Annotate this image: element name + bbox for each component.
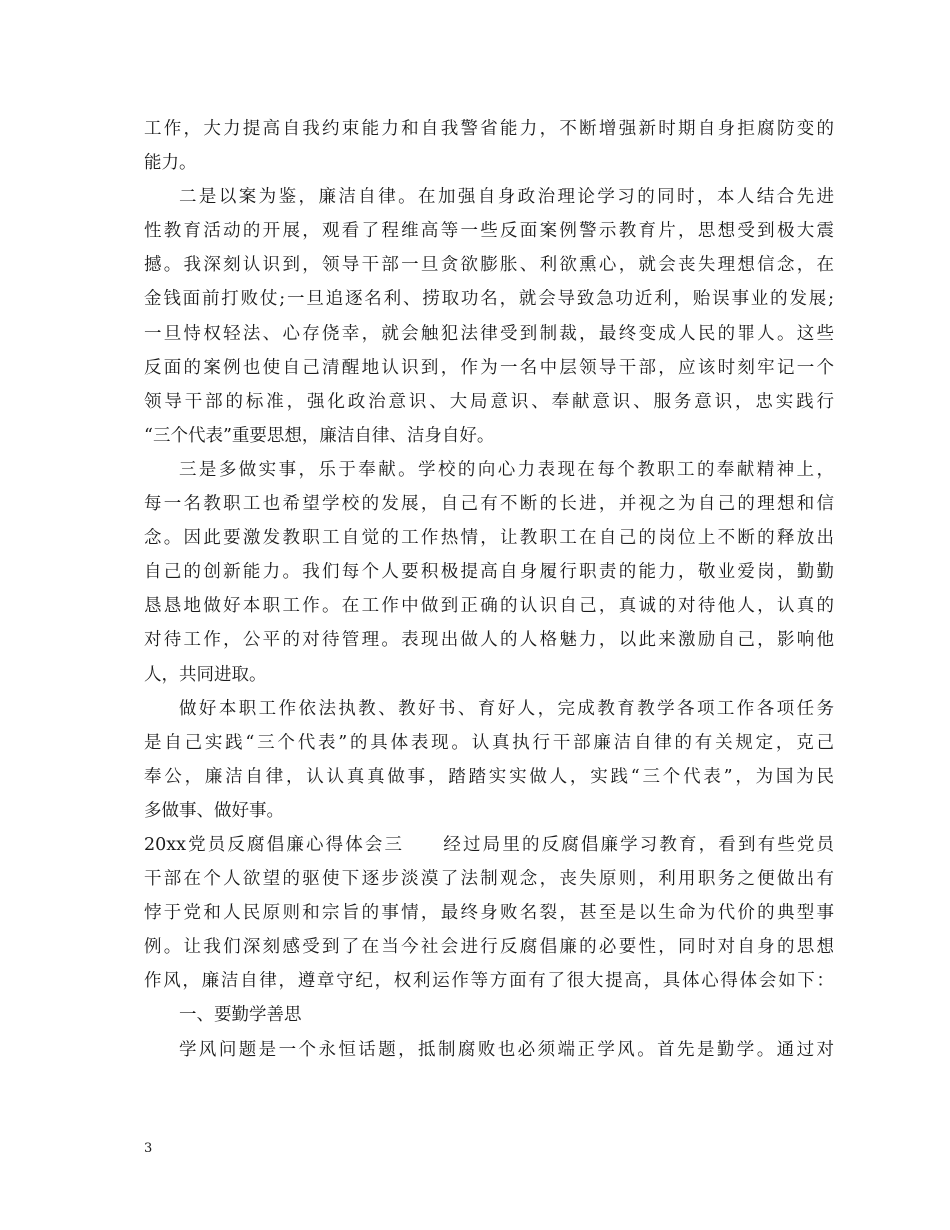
text-line: 20xx党员反腐倡廉心得体会三 经过局里的反腐倡廉学习教育，看到有些党员 [144,834,834,855]
text-line: 作风，廉洁自律，遵章守纪，权利运作等方面有了很大提高，具体心得体会如下： [144,971,834,992]
text-line: 念。因此要激发教职工自觉的工作热情，让教职工在自己的岗位上不断的释放出 [144,528,834,549]
document-body [144,112,834,1067]
text-line: 工作，大力提高自我约束能力和自我警省能力，不断增强新时期自身拒腐防变的 [144,119,834,139]
text-line: 性教育活动的开展，观看了程维高等一些反面案例警示教育片，思想受到极大震 [144,221,834,242]
text-line: 金钱面前打败仗;一旦追逐名利、捞取功名，就会导致急功近利，贻误事业的发展; [144,289,834,310]
section-heading: 一、要勤学善思 [179,1005,302,1026]
text-line: 奉公，廉洁自律，认认真真做事，踏踏实实做人，实践“三个代表”，为国为民 [144,766,834,787]
text-line: 例。让我们深刻感受到了在当今社会进行反腐倡廉的必要性，同时对自身的思想 [144,937,834,958]
text-line: 自己的创新能力。我们每个人要积极提高自身履行职责的能力，敬业爱岗，勤勤 [144,562,834,583]
text-line: 干部在个人欲望的驱使下逐步淡漠了法制观念，丧失原则，利用职务之便做出有 [144,869,834,890]
text-line: 做好本职工作依法执教、教好书、育好人，完成教育教学各项工作各项任务 [179,698,834,719]
text-line: 人，共同进取。 [144,664,267,685]
page-number: 3 [144,1141,153,1156]
text-line: 反面的案例也使自己清醒地认识到，作为一名中层领导干部，应该时刻牢记一个 [144,357,834,378]
text-line: 领导干部的标准，强化政治意识、大局意识、奉献意识、服务意识，忠实践行 [144,391,834,412]
text-line: 多做事、做好事。 [144,800,284,821]
text-line: 二是以案为鉴，廉洁自律。在加强自身政治理论学习的同时，本人结合先进 [179,187,834,208]
text-line: “三个代表”重要思想，廉洁自律、洁身自好。 [144,425,495,446]
text-line: 每一名教职工也希望学校的发展，自己有不断的长进，并视之为自己的理想和信 [144,494,834,515]
text-line: 三是多做实事，乐于奉献。学校的向心力表现在每个教职工的奉献精神上， [179,459,834,480]
text-line: 学风问题是一个永恒话题，抵制腐败也必须端正学风。首先是勤学。通过对 [179,1039,834,1060]
text-line: 恳恳地做好本职工作。在工作中做到正确的认识自己，真诚的对待他人，认真的 [144,596,834,617]
text-line: 一旦恃权轻法、心存侥幸，就会触犯法律受到制裁，最终变成人民的罪人。这些 [144,323,834,344]
text-line: 能力。 [144,153,197,174]
text-line: 对待工作，公平的对待管理。表现出做人的人格魅力，以此来激励自己，影响他 [144,630,834,651]
text-line: 撼。我深刻认识到，领导干部一旦贪欲膨胀、利欲熏心，就会丧失理想信念，在 [144,255,834,276]
text-line: 悖于党和人民原则和宗旨的事情，最终身败名裂，甚至是以生命为代价的典型事 [144,903,834,924]
text-line: 是自己实践“三个代表”的具体表现。认真执行干部廉洁自律的有关规定，克己 [144,732,834,753]
